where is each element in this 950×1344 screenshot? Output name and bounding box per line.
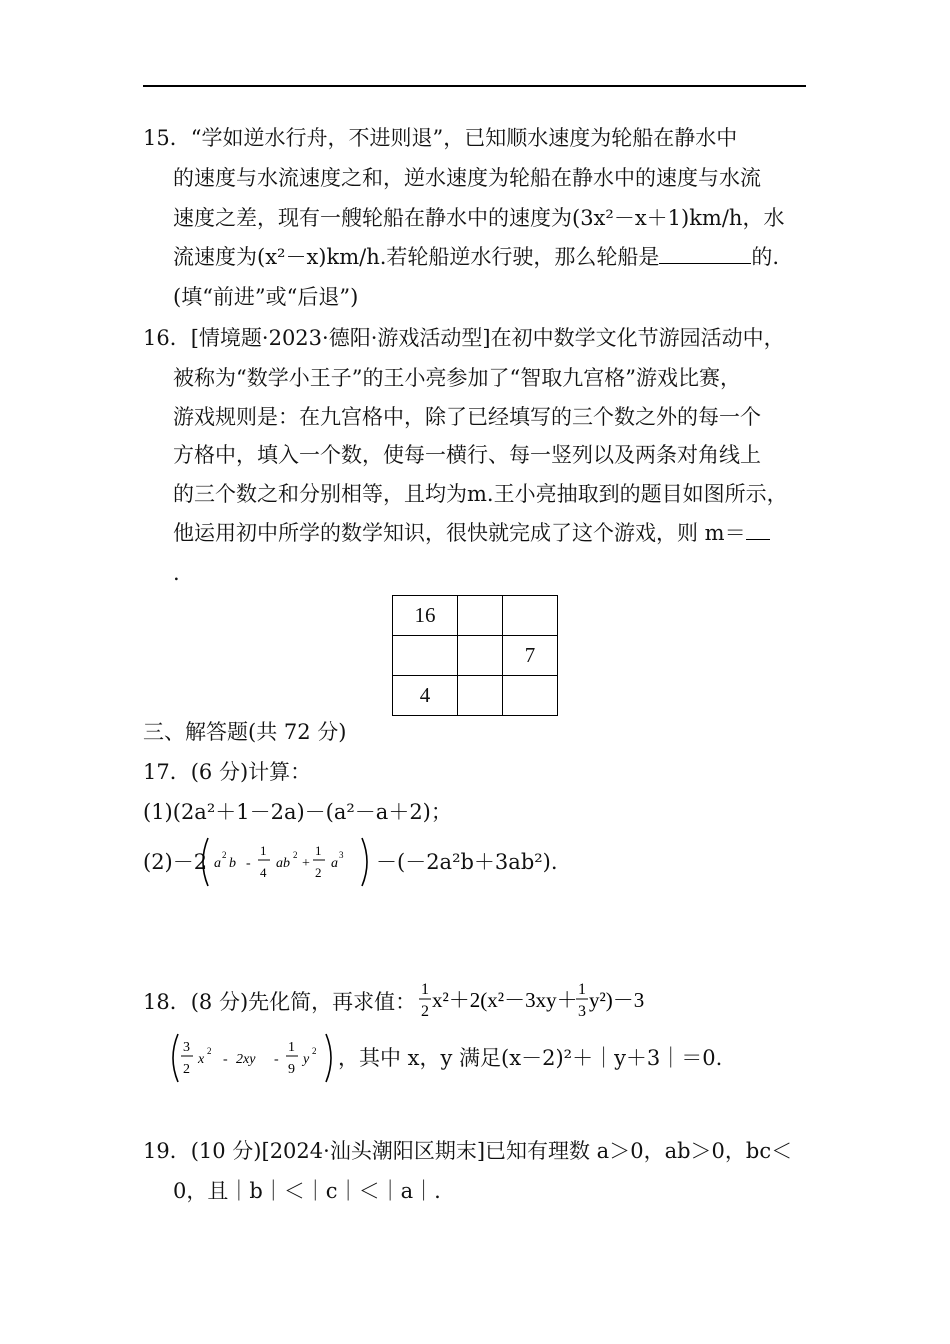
grid-cell[interactable] [503,596,558,636]
expr-token: 2 [207,1046,212,1056]
expr-token: - [223,1052,228,1067]
expr-token: 2 [222,850,227,860]
expr-token: 3 [339,850,344,860]
grid-cell[interactable] [503,676,558,716]
q17-part-2-suffix: －(－2a²b＋3ab²). [376,850,558,874]
expr-token: - [246,856,251,871]
expr-token: 1 [288,1040,295,1055]
expr-token: 2 [315,865,322,880]
q18-line-1-expr [418,976,668,1029]
expr-token: - [274,1052,279,1067]
expr-token: 1 [578,981,586,998]
q15-answer-blank[interactable] [659,245,751,264]
q16-line-3: 游戏规则是：在九宫格中，除了已经填写的三个数之外的每一个 [173,405,761,429]
q16-line-6-text: 他运用初中所学的数学知识，很快就完成了这个游戏，则 m＝ [173,521,746,545]
q15-line-4-text: 流速度为(x²－x)km/h.若轮船逆水行驶，那么轮船是 [173,245,660,269]
grid-cell[interactable] [458,636,503,676]
q17-part-2-bracket-expr [196,834,376,895]
expr-token: 2 [312,1046,317,1056]
expr-token: x [198,1052,205,1067]
section-3-title: 三、解答题(共 72 分) [143,720,347,744]
q16-line-2: 被称为“数学小王子”的王小亮参加了“智取九宫格”游戏比赛， [173,366,741,390]
q16-line-7: . [173,561,180,585]
q19-line-1: 19．(10 分)[2024·汕头潮阳区期末]已知有理数 a＞0，ab＞0，bc＜ [143,1139,793,1163]
expr-token: 9 [288,1062,295,1077]
expr-token: + [302,856,310,871]
q15-line-4-end: 的. [751,245,780,269]
grid-cell[interactable]: 7 [503,636,558,676]
grid-cell[interactable]: 4 [393,676,458,716]
expr-token: 2 [421,1003,429,1020]
expr-token: y [303,1052,310,1067]
grid-cell[interactable] [458,596,503,636]
expr-token: 1 [315,843,322,858]
q18-line-2-bracket-expr [166,1030,346,1091]
expr-token: ab [276,856,290,871]
q16-line-4: 方格中，填入一个数，使每一横行、每一竖列以及两条对角线上 [173,443,761,467]
expr-token: 1 [260,843,267,858]
nine-grid [392,595,558,716]
q17-part-2-prefix: (2)－2 [143,850,208,874]
q15-line-2: 的速度与水流速度之和，逆水速度为轮船在静水中的速度与水流 [173,166,761,190]
header-rule [143,85,806,87]
q15-line-5: (填“前进”或“后退”) [173,285,359,309]
grid-cell[interactable] [393,636,458,676]
grid-cell[interactable] [458,676,503,716]
q18-line-2-suffix: ，其中 x，y 满足(x－2)²＋｜y＋3｜＝0. [338,1046,723,1070]
grid-cell[interactable]: 16 [393,596,458,636]
expr-token: 2 [183,1062,190,1077]
q18-line-1-prefix: 18．(8 分)先化简，再求值： [143,990,417,1014]
expr-token: x²＋2(x²－3xy＋ [432,988,578,1012]
expr-token: a [331,856,338,871]
q15-line-3: 速度之差，现有一艘轮船在静水中的速度为(3x²－x＋1)km/h，水 [173,206,785,230]
expr-token: 3 [183,1040,190,1055]
q19-line-2: 0，且｜b｜＜｜c｜＜｜a｜. [173,1179,441,1203]
expr-token: 2 [293,850,298,860]
q16-line-1: 16．[情境题·2023·德阳·游戏活动型]在初中数学文化节游园活动中， [143,326,785,350]
expr-token: 3 [578,1003,586,1020]
q17-part-1: (1)(2a²＋1－2a)－(a²－a＋2)； [143,800,452,824]
expr-token: 2xy [236,1052,256,1067]
expr-token: 1 [421,981,429,998]
expr-token: a [214,856,221,871]
expr-token: y²)－3 [589,988,645,1012]
expr-token: b [229,856,236,871]
q17-header: 17．(6 分)计算： [143,760,312,784]
expr-token: 4 [260,865,267,880]
q16-line-5: 的三个数之和分别相等，且均为m.王小亮抽取到的题目如图所示， [173,482,788,506]
q15-line-1: 15．“学如逆水行舟，不进则退”，已知顺水速度为轮船在静水中 [143,126,738,150]
q16-line-6 [173,519,770,547]
q16-answer-blank[interactable] [746,521,770,540]
q15-line-4 [173,243,779,271]
